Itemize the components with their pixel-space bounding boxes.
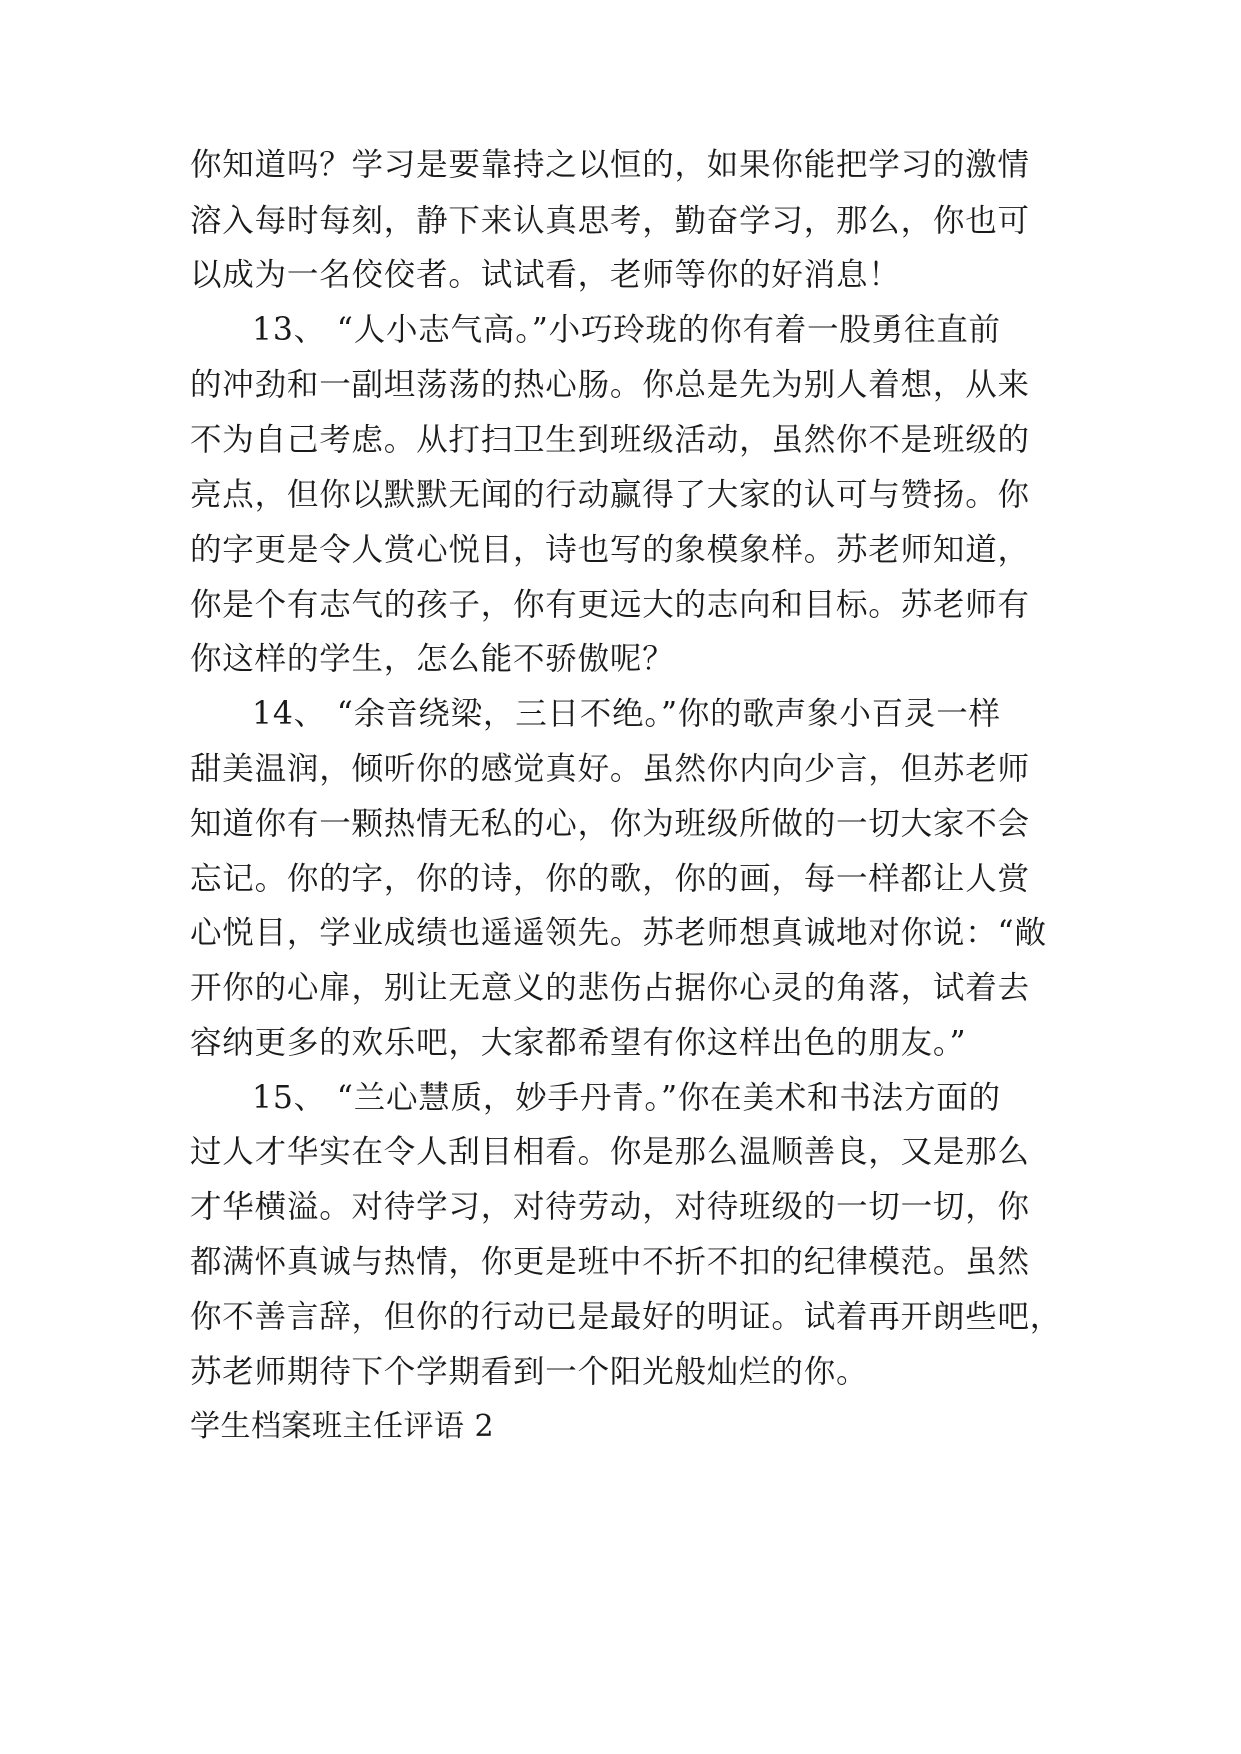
body-line: 都满怀真诚与热情，你更是班中不折不扣的纪律模范。虽然 [190, 1244, 1030, 1280]
paragraph-15-first-line: 15、 “兰心慧质，妙手丹青。”你在美术和书法方面的 [252, 1080, 1001, 1116]
body-line: 以成为一名佼佼者。试试看，老师等你的好消息！ [190, 257, 901, 293]
body-line: 亮点，但你以默默无闻的行动赢得了大家的认可与赞扬。你 [190, 477, 1030, 513]
body-line: 过人才华实在令人刮目相看。你是那么温顺善良，又是那么 [190, 1134, 1030, 1170]
body-line: 甜美温润，倾听你的感觉真好。虽然你内向少言，但苏老师 [190, 751, 1030, 787]
body-line: 容纳更多的欢乐吧，大家都希望有你这样出色的朋友。” [190, 1025, 967, 1061]
body-line: 苏老师期待下个学期看到一个阳光般灿烂的你。 [190, 1354, 869, 1390]
body-line: 你不善言辞，但你的行动已是最好的明证。试着再开朗些吧， [190, 1299, 1063, 1335]
body-line: 你知道吗？学习是要靠持之以恒的，如果你能把学习的激情 [190, 147, 1030, 183]
body-line: 的冲劲和一副坦荡荡的热心肠。你总是先为别人着想，从来 [190, 367, 1030, 403]
body-line: 你这样的学生，怎么能不骄傲呢？ [190, 641, 675, 677]
paragraph-13-first-line: 13、 “人小志气高。”小巧玲珑的你有着一股勇往直前 [252, 312, 1001, 348]
body-line: 不为自己考虑。从打扫卫生到班级活动，虽然你不是班级的 [190, 422, 1030, 458]
body-line: 开你的心扉，别让无意义的悲伤占据你心灵的角落，试着去 [190, 970, 1030, 1006]
body-line: 你是个有志气的孩子，你有更远大的志向和目标。苏老师有 [190, 587, 1030, 623]
body-line: 知道你有一颗热情无私的心，你为班级所做的一切大家不会 [190, 806, 1030, 842]
body-line: 心悦目，学业成绩也遥遥领先。苏老师想真诚地对你说：“敞 [190, 915, 1047, 951]
body-line: 忘记。你的字，你的诗，你的歌，你的画，每一样都让人赏 [190, 861, 1030, 897]
body-line: 溶入每时每刻，静下来认真思考，勤奋学习，那么，你也可 [190, 203, 1030, 239]
body-line: 的字更是令人赏心悦目，诗也写的象模象样。苏老师知道， [190, 532, 1030, 568]
paragraph-14-first-line: 14、 “余音绕梁，三日不绝。”你的歌声象小百灵一样 [252, 696, 1001, 732]
body-line: 才华横溢。对待学习，对待劳动，对待班级的一切一切，你 [190, 1189, 1030, 1225]
section-heading: 学生档案班主任评语 2 [190, 1409, 495, 1444]
